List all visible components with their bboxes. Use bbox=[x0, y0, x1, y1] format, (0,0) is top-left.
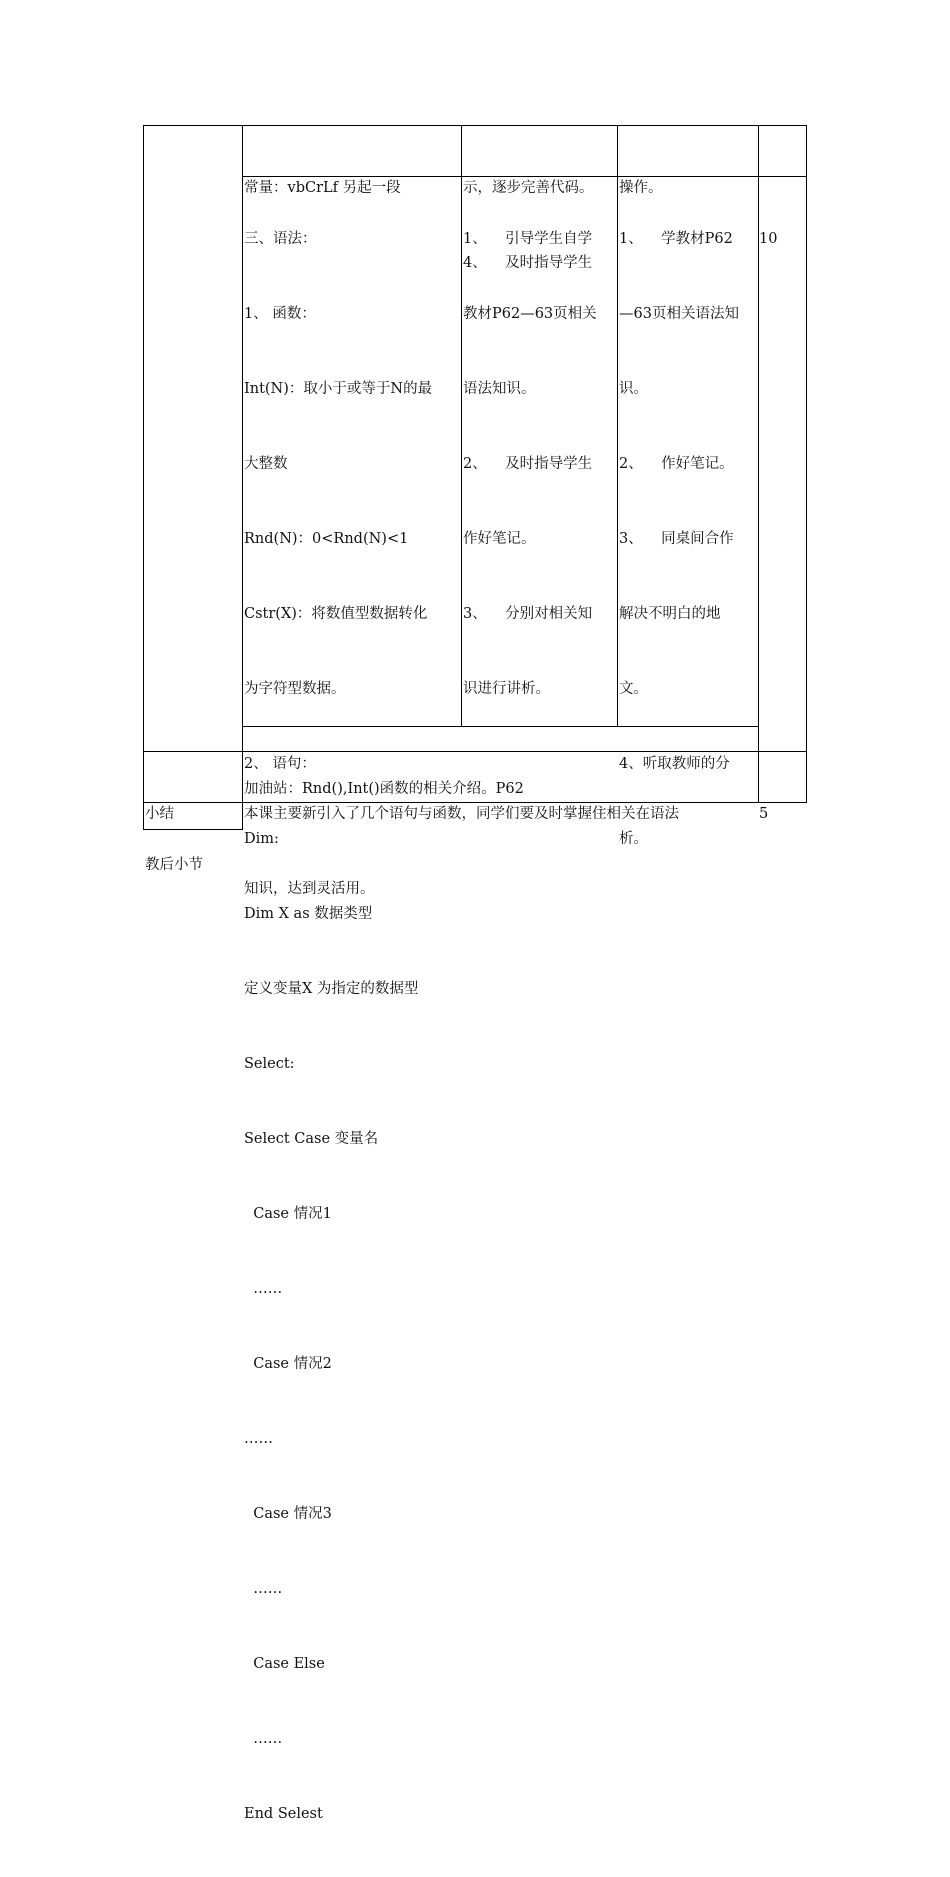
col-divider-teacher bbox=[617, 125, 618, 726]
row2-student-line: 3、 同桌间合作 bbox=[619, 531, 734, 547]
row2-content-line: 定义变量X 为指定的数据型 bbox=[244, 981, 419, 997]
row2-teacher-line: 识进行讲析。 bbox=[463, 681, 550, 697]
row2-content-line: …… bbox=[244, 1731, 283, 1747]
row2-content-line: Case 情况1 bbox=[244, 1206, 332, 1222]
row2-student-line: 识。 bbox=[619, 381, 648, 397]
row2-content-line: Int(N)：取小于或等于N的最 bbox=[244, 381, 433, 397]
row2-content-line: Select: bbox=[244, 1056, 295, 1072]
row2-teacher-line: 教材P62—63页相关 bbox=[463, 306, 597, 322]
row2-content-line: 三、语法： bbox=[244, 231, 317, 247]
reflection-label bbox=[145, 803, 203, 928]
row1-content-line: 常量：vbCrLf 另起一段 bbox=[244, 180, 401, 196]
row2-time bbox=[759, 177, 777, 302]
row2-student-line: 1、 学教材P62 bbox=[619, 231, 733, 247]
row2-content-line: 为字符型数据。 bbox=[244, 681, 346, 697]
row2-student-line: —63页相关语法知 bbox=[619, 306, 739, 322]
row3-content-line: 加油站：Rnd(),Int()函数的相关介绍。P62 bbox=[244, 781, 524, 797]
row2-teacher-line: 语法知识。 bbox=[463, 381, 536, 397]
row1-teacher-line: 4、 及时指导学生 bbox=[463, 255, 593, 271]
reflection-label-text: 教后小节 bbox=[145, 857, 203, 873]
row1-student-line: 操作。 bbox=[619, 180, 663, 196]
summary-time bbox=[759, 752, 777, 877]
table-border-left bbox=[143, 125, 144, 830]
row2-content-line: 2、 语句： bbox=[244, 756, 316, 772]
table-border-right bbox=[806, 125, 807, 802]
row2-content-line: …… bbox=[244, 1581, 283, 1597]
row2-student-line: 析。 bbox=[619, 831, 648, 847]
row2-content-line: Rnd(N)：0<Rnd(N)<1 bbox=[244, 531, 409, 547]
row2-teacher-line: 1、 引导学生自学 bbox=[463, 231, 593, 247]
row2-content-line: End Selest bbox=[244, 1806, 323, 1822]
row2-content-line: Select Case 变量名 bbox=[244, 1131, 379, 1147]
summary-content-line: 知识，达到灵活用。 bbox=[244, 881, 375, 897]
row2-content-line: 1、 函数： bbox=[244, 306, 316, 322]
row2-content-line: Dim: bbox=[244, 831, 279, 847]
row2-teacher-line: 3、 分别对相关知 bbox=[463, 606, 593, 622]
row2-content-line: 大整数 bbox=[244, 456, 288, 472]
row2-teacher-line: 2、 及时指导学生 bbox=[463, 456, 593, 472]
row2-content bbox=[244, 177, 432, 1877]
row2-content-line: …… bbox=[244, 1431, 273, 1447]
row2-student-line: 2、 作好笔记。 bbox=[619, 456, 734, 472]
summary-label-text: 小结 bbox=[145, 806, 174, 822]
row1-teacher-line: 示，逐步完善代码。 bbox=[463, 180, 594, 196]
row2-content-line: …… bbox=[244, 1281, 283, 1297]
col-divider-content bbox=[461, 125, 462, 726]
row2-content-line: Case Else bbox=[244, 1656, 325, 1672]
row2-content-line: Case 情况3 bbox=[244, 1506, 332, 1522]
row2-teacher-line: 作好笔记。 bbox=[463, 531, 536, 547]
row2-student-line: 解决不明白的地 bbox=[619, 606, 721, 622]
row2-content-line: Cstr(X)：将数值型数据转化 bbox=[244, 606, 428, 622]
row2-content-line: Case 情况2 bbox=[244, 1356, 332, 1372]
row2-teacher bbox=[463, 177, 597, 752]
row2-content-line: Dim X as 数据类型 bbox=[244, 906, 373, 922]
row2-student-line: 文。 bbox=[619, 681, 648, 697]
col-divider-label bbox=[242, 125, 243, 830]
summary-time-value: 5 bbox=[759, 806, 769, 822]
row2-student-line: 4、听取教师的分 bbox=[619, 756, 730, 772]
summary-content bbox=[244, 752, 679, 952]
row2-time-value: 10 bbox=[759, 231, 778, 247]
summary-content-line: 本课主要新引入了几个语句与函数，同学们要及时掌握住相关在语法 bbox=[244, 806, 679, 822]
